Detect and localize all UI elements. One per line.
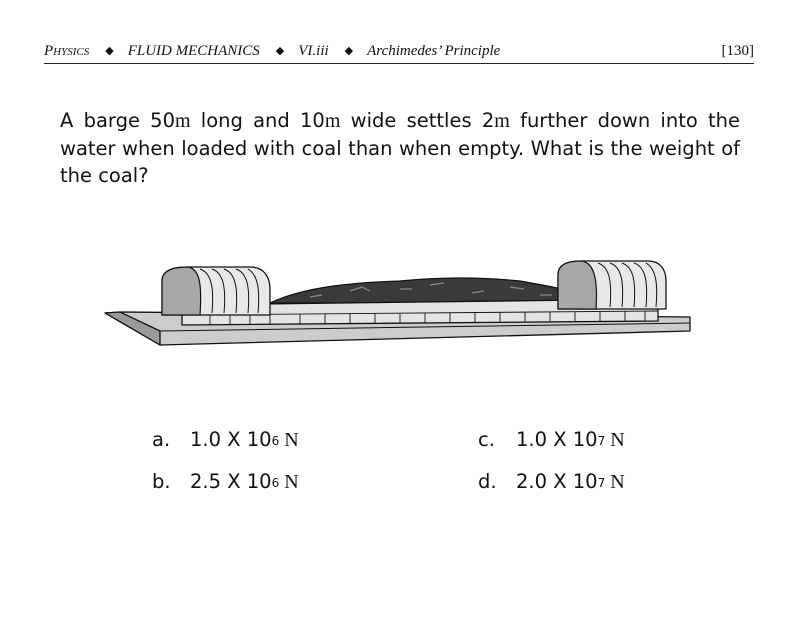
left-cabin-side bbox=[162, 267, 201, 315]
question-part-2: long and 10 bbox=[190, 109, 325, 132]
question-part-3: wide settles 2 bbox=[340, 109, 495, 132]
choice-letter: b. bbox=[152, 470, 171, 493]
choice-letter: c. bbox=[478, 428, 495, 451]
choice-mantissa: 2.0 X 10 bbox=[516, 470, 598, 493]
right-cabin-side bbox=[558, 261, 596, 309]
choice-unit: N bbox=[284, 471, 299, 493]
choice-unit: N bbox=[284, 429, 299, 451]
coal-barge-illustration bbox=[100, 255, 700, 355]
question-unit-2: m bbox=[324, 110, 341, 132]
answer-choice-b[interactable] bbox=[152, 470, 299, 494]
question-unit-3: m bbox=[494, 110, 510, 132]
header-subject: Physics bbox=[44, 43, 90, 59]
question-unit-1: m bbox=[175, 110, 191, 132]
header-separator-1: ◆ bbox=[105, 45, 114, 57]
header-section: Archimedes’ Principle bbox=[367, 43, 501, 59]
choice-unit: N bbox=[610, 429, 625, 451]
choice-exponent: 6 bbox=[271, 476, 280, 490]
choice-exponent: 7 bbox=[597, 434, 606, 448]
choice-letter: a. bbox=[152, 428, 171, 451]
header-separator-3: ◆ bbox=[344, 45, 354, 57]
choice-mantissa: 1.0 X 10 bbox=[190, 428, 272, 451]
header-separator-2: ◆ bbox=[275, 45, 285, 57]
page-header bbox=[44, 40, 754, 64]
choice-mantissa: 2.5 X 10 bbox=[190, 470, 272, 493]
answer-choice-a[interactable] bbox=[152, 428, 299, 452]
question-part-4: further down into the water when loaded with coal than when empty. What is the weight of the coal? bbox=[60, 109, 740, 187]
answer-choice-c[interactable] bbox=[478, 428, 625, 452]
choice-unit: N bbox=[610, 471, 625, 493]
choice-mantissa: 1.0 X 10 bbox=[516, 428, 598, 451]
choice-letter: d. bbox=[478, 470, 497, 493]
page-number: [130] bbox=[721, 43, 754, 59]
answer-choice-d[interactable] bbox=[478, 470, 625, 494]
question-text bbox=[60, 107, 740, 189]
choice-exponent: 6 bbox=[271, 434, 280, 448]
coal-pile bbox=[270, 278, 580, 303]
header-topic: FLUID MECHANICS bbox=[127, 43, 260, 59]
header-unit: VI.iii bbox=[298, 43, 329, 59]
choice-exponent: 7 bbox=[597, 476, 606, 490]
question-part-1: A barge 50 bbox=[60, 109, 175, 132]
